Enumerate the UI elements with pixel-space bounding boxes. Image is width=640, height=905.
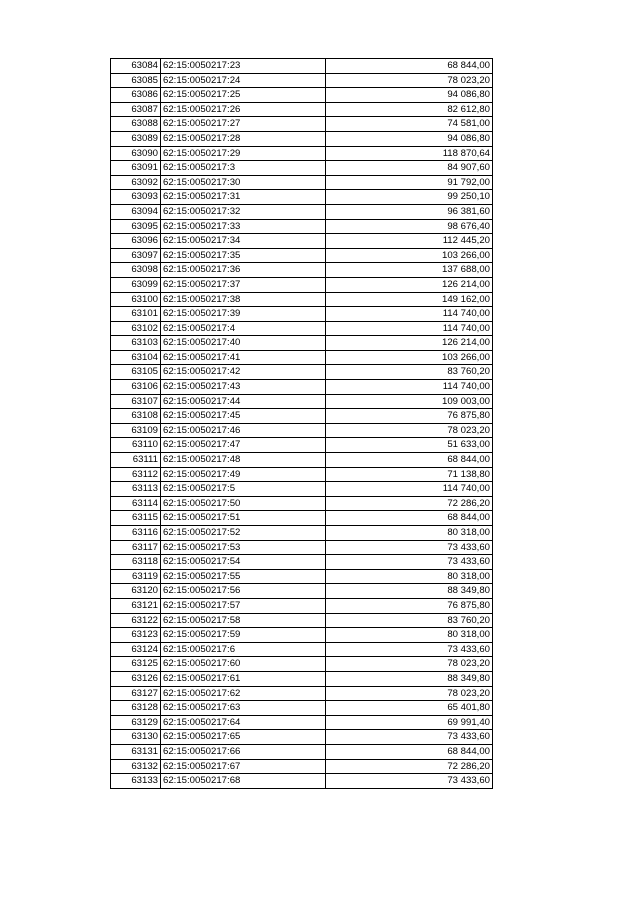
value-cell: 76 875,80: [326, 409, 493, 424]
row-number-cell: 63088: [111, 117, 161, 132]
cadastral-number-cell: 62:15:0050217:56: [161, 584, 326, 599]
cadastral-number-cell: 62:15:0050217:36: [161, 263, 326, 278]
value-cell: 112 445,20: [326, 234, 493, 249]
value-cell: 126 214,00: [326, 336, 493, 351]
value-cell: 65 401,80: [326, 701, 493, 716]
value-cell: 73 433,60: [326, 555, 493, 570]
row-number-cell: 63094: [111, 204, 161, 219]
cadastral-number-cell: 62:15:0050217:38: [161, 292, 326, 307]
cadastral-number-cell: 62:15:0050217:39: [161, 307, 326, 322]
cadastral-number-cell: 62:15:0050217:29: [161, 146, 326, 161]
value-cell: 78 023,20: [326, 423, 493, 438]
value-cell: 114 740,00: [326, 380, 493, 395]
cadastral-number-cell: 62:15:0050217:61: [161, 671, 326, 686]
value-cell: 51 633,00: [326, 438, 493, 453]
row-number-cell: 63116: [111, 526, 161, 541]
row-number-cell: 63113: [111, 482, 161, 497]
value-cell: 83 760,20: [326, 613, 493, 628]
value-cell: 73 433,60: [326, 642, 493, 657]
table-row: [111, 467, 493, 482]
value-cell: 76 875,80: [326, 598, 493, 613]
table-body: [111, 59, 493, 789]
cadastral-number-cell: 62:15:0050217:62: [161, 686, 326, 701]
row-number-cell: 63097: [111, 248, 161, 263]
table-row: [111, 701, 493, 716]
value-cell: 80 318,00: [326, 628, 493, 643]
cadastral-number-cell: 62:15:0050217:67: [161, 759, 326, 774]
cadastral-number-cell: 62:15:0050217:53: [161, 540, 326, 555]
row-number-cell: 63130: [111, 730, 161, 745]
table-row: [111, 555, 493, 570]
table-row: [111, 423, 493, 438]
cadastral-number-cell: 62:15:0050217:43: [161, 380, 326, 395]
value-cell: 109 003,00: [326, 394, 493, 409]
table-row: [111, 744, 493, 759]
table-row: [111, 277, 493, 292]
value-cell: 103 266,00: [326, 350, 493, 365]
row-number-cell: 63084: [111, 59, 161, 74]
row-number-cell: 63109: [111, 423, 161, 438]
row-number-cell: 63102: [111, 321, 161, 336]
cadastral-number-cell: 62:15:0050217:49: [161, 467, 326, 482]
table-row: [111, 598, 493, 613]
value-cell: 80 318,00: [326, 569, 493, 584]
row-number-cell: 63132: [111, 759, 161, 774]
cadastral-number-cell: 62:15:0050217:63: [161, 701, 326, 716]
value-cell: 96 381,60: [326, 204, 493, 219]
row-number-cell: 63122: [111, 613, 161, 628]
table-row: [111, 59, 493, 74]
table-row: [111, 730, 493, 745]
row-number-cell: 63087: [111, 102, 161, 117]
cadastral-number-cell: 62:15:0050217:35: [161, 248, 326, 263]
row-number-cell: 63093: [111, 190, 161, 205]
value-cell: 88 349,80: [326, 584, 493, 599]
row-number-cell: 63118: [111, 555, 161, 570]
cadastral-number-cell: 62:15:0050217:37: [161, 277, 326, 292]
cadastral-number-cell: 62:15:0050217:64: [161, 715, 326, 730]
cadastral-number-cell: 62:15:0050217:27: [161, 117, 326, 132]
row-number-cell: 63112: [111, 467, 161, 482]
row-number-cell: 63103: [111, 336, 161, 351]
value-cell: 72 286,20: [326, 759, 493, 774]
row-number-cell: 63091: [111, 161, 161, 176]
value-cell: 68 844,00: [326, 59, 493, 74]
table-row: [111, 453, 493, 468]
cadastral-number-cell: 62:15:0050217:24: [161, 73, 326, 88]
value-cell: 98 676,40: [326, 219, 493, 234]
value-cell: 94 086,80: [326, 88, 493, 103]
row-number-cell: 63110: [111, 438, 161, 453]
value-cell: 114 740,00: [326, 321, 493, 336]
value-cell: 149 162,00: [326, 292, 493, 307]
table-row: [111, 336, 493, 351]
cadastral-number-cell: 62:15:0050217:30: [161, 175, 326, 190]
table-row: [111, 438, 493, 453]
row-number-cell: 63125: [111, 657, 161, 672]
value-cell: 69 991,40: [326, 715, 493, 730]
row-number-cell: 63129: [111, 715, 161, 730]
row-number-cell: 63096: [111, 234, 161, 249]
value-cell: 74 581,00: [326, 117, 493, 132]
cadastral-number-cell: 62:15:0050217:66: [161, 744, 326, 759]
cadastral-number-cell: 62:15:0050217:6: [161, 642, 326, 657]
value-cell: 114 740,00: [326, 482, 493, 497]
table-row: [111, 88, 493, 103]
table-row: [111, 321, 493, 336]
cadastral-number-cell: 62:15:0050217:60: [161, 657, 326, 672]
table-row: [111, 365, 493, 380]
row-number-cell: 63119: [111, 569, 161, 584]
cadastral-value-table: [110, 58, 493, 789]
table-row: [111, 540, 493, 555]
row-number-cell: 63095: [111, 219, 161, 234]
table-row: [111, 131, 493, 146]
cadastral-number-cell: 62:15:0050217:26: [161, 102, 326, 117]
table-row: [111, 759, 493, 774]
cadastral-number-cell: 62:15:0050217:45: [161, 409, 326, 424]
cadastral-number-cell: 62:15:0050217:51: [161, 511, 326, 526]
table-row: [111, 526, 493, 541]
row-number-cell: 63114: [111, 496, 161, 511]
cadastral-number-cell: 62:15:0050217:23: [161, 59, 326, 74]
cadastral-number-cell: 62:15:0050217:50: [161, 496, 326, 511]
value-cell: 73 433,60: [326, 540, 493, 555]
cadastral-number-cell: 62:15:0050217:65: [161, 730, 326, 745]
table-row: [111, 102, 493, 117]
cadastral-number-cell: 62:15:0050217:4: [161, 321, 326, 336]
cadastral-number-cell: 62:15:0050217:32: [161, 204, 326, 219]
value-cell: 137 688,00: [326, 263, 493, 278]
cadastral-number-cell: 62:15:0050217:57: [161, 598, 326, 613]
value-cell: 68 844,00: [326, 453, 493, 468]
row-number-cell: 63126: [111, 671, 161, 686]
row-number-cell: 63128: [111, 701, 161, 716]
table-row: [111, 234, 493, 249]
value-cell: 126 214,00: [326, 277, 493, 292]
row-number-cell: 63099: [111, 277, 161, 292]
table-row: [111, 715, 493, 730]
table-row: [111, 394, 493, 409]
row-number-cell: 63117: [111, 540, 161, 555]
value-cell: 73 433,60: [326, 774, 493, 789]
row-number-cell: 63115: [111, 511, 161, 526]
row-number-cell: 63131: [111, 744, 161, 759]
table-row: [111, 642, 493, 657]
table-row: [111, 613, 493, 628]
row-number-cell: 63100: [111, 292, 161, 307]
value-cell: 68 844,00: [326, 744, 493, 759]
table-row: [111, 482, 493, 497]
table-row: [111, 686, 493, 701]
value-cell: 78 023,20: [326, 686, 493, 701]
value-cell: 94 086,80: [326, 131, 493, 146]
table-row: [111, 774, 493, 789]
value-cell: 68 844,00: [326, 511, 493, 526]
value-cell: 83 760,20: [326, 365, 493, 380]
value-cell: 88 349,80: [326, 671, 493, 686]
cadastral-number-cell: 62:15:0050217:54: [161, 555, 326, 570]
value-cell: 80 318,00: [326, 526, 493, 541]
value-cell: 91 792,00: [326, 175, 493, 190]
value-cell: 99 250,10: [326, 190, 493, 205]
row-number-cell: 63133: [111, 774, 161, 789]
row-number-cell: 63092: [111, 175, 161, 190]
value-cell: 78 023,20: [326, 73, 493, 88]
value-cell: 118 870,64: [326, 146, 493, 161]
cadastral-number-cell: 62:15:0050217:34: [161, 234, 326, 249]
cadastral-number-cell: 62:15:0050217:58: [161, 613, 326, 628]
table-row: [111, 409, 493, 424]
table-row: [111, 569, 493, 584]
table-row: [111, 248, 493, 263]
row-number-cell: 63089: [111, 131, 161, 146]
row-number-cell: 63121: [111, 598, 161, 613]
value-cell: 78 023,20: [326, 657, 493, 672]
cadastral-number-cell: 62:15:0050217:25: [161, 88, 326, 103]
table-row: [111, 204, 493, 219]
table-row: [111, 146, 493, 161]
row-number-cell: 63120: [111, 584, 161, 599]
table-row: [111, 496, 493, 511]
cadastral-number-cell: 62:15:0050217:46: [161, 423, 326, 438]
table-row: [111, 511, 493, 526]
cadastral-number-cell: 62:15:0050217:33: [161, 219, 326, 234]
row-number-cell: 63123: [111, 628, 161, 643]
value-cell: 103 266,00: [326, 248, 493, 263]
row-number-cell: 63108: [111, 409, 161, 424]
table-row: [111, 161, 493, 176]
row-number-cell: 63127: [111, 686, 161, 701]
cadastral-number-cell: 62:15:0050217:31: [161, 190, 326, 205]
cadastral-number-cell: 62:15:0050217:59: [161, 628, 326, 643]
value-cell: 73 433,60: [326, 730, 493, 745]
row-number-cell: 63111: [111, 453, 161, 468]
value-cell: 72 286,20: [326, 496, 493, 511]
row-number-cell: 63104: [111, 350, 161, 365]
cadastral-number-cell: 62:15:0050217:47: [161, 438, 326, 453]
row-number-cell: 63098: [111, 263, 161, 278]
cadastral-number-cell: 62:15:0050217:48: [161, 453, 326, 468]
table-row: [111, 73, 493, 88]
table-row: [111, 117, 493, 132]
cadastral-number-cell: 62:15:0050217:42: [161, 365, 326, 380]
cadastral-number-cell: 62:15:0050217:40: [161, 336, 326, 351]
table-row: [111, 190, 493, 205]
value-cell: 82 612,80: [326, 102, 493, 117]
table-row: [111, 628, 493, 643]
value-cell: 71 138,80: [326, 467, 493, 482]
cadastral-number-cell: 62:15:0050217:28: [161, 131, 326, 146]
row-number-cell: 63106: [111, 380, 161, 395]
table-row: [111, 263, 493, 278]
value-cell: 84 907,60: [326, 161, 493, 176]
table-row: [111, 307, 493, 322]
cadastral-number-cell: 62:15:0050217:55: [161, 569, 326, 584]
row-number-cell: 63105: [111, 365, 161, 380]
cadastral-number-cell: 62:15:0050217:41: [161, 350, 326, 365]
cadastral-number-cell: 62:15:0050217:3: [161, 161, 326, 176]
cadastral-number-cell: 62:15:0050217:44: [161, 394, 326, 409]
row-number-cell: 63086: [111, 88, 161, 103]
table-row: [111, 219, 493, 234]
table-row: [111, 657, 493, 672]
value-cell: 114 740,00: [326, 307, 493, 322]
cadastral-number-cell: 62:15:0050217:68: [161, 774, 326, 789]
row-number-cell: 63124: [111, 642, 161, 657]
row-number-cell: 63101: [111, 307, 161, 322]
row-number-cell: 63090: [111, 146, 161, 161]
cadastral-number-cell: 62:15:0050217:5: [161, 482, 326, 497]
table-row: [111, 671, 493, 686]
cadastral-number-cell: 62:15:0050217:52: [161, 526, 326, 541]
row-number-cell: 63107: [111, 394, 161, 409]
table-row: [111, 584, 493, 599]
table-row: [111, 292, 493, 307]
table-row: [111, 380, 493, 395]
table-row: [111, 350, 493, 365]
table-row: [111, 175, 493, 190]
row-number-cell: 63085: [111, 73, 161, 88]
